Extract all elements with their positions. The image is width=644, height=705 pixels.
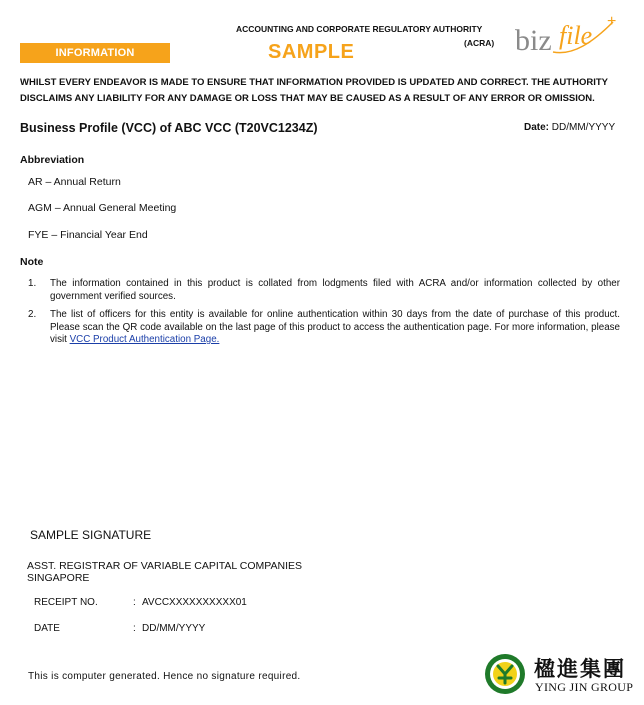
computer-generated-note: This is computer generated. Hence no signature required.	[28, 671, 301, 682]
note-item	[28, 309, 620, 347]
svg-text:file: file	[559, 21, 593, 50]
registrar-title: ASST. REGISTRAR OF VARIABLE CAPITAL COMPANIES	[27, 560, 303, 572]
bizfile-logo	[513, 12, 623, 58]
sample-watermark: SAMPLE	[268, 41, 355, 63]
receipt-colon: :	[133, 597, 136, 608]
authority-abbreviation: (ACRA)	[464, 38, 495, 48]
receipt-label: RECEIPT NO.	[34, 597, 98, 608]
abbreviation-heading: Abbreviation	[20, 154, 85, 166]
document-title: Business Profile (VCC) of ABC VCC (T20VC1234Z)	[20, 121, 318, 135]
ying-jin-seal-icon	[483, 652, 527, 696]
note-number: 1.	[28, 278, 37, 289]
signature-date-value: DD/MM/YYYY	[142, 623, 206, 634]
registrar-country: SINGAPORE	[27, 572, 90, 584]
registrar-block	[27, 560, 302, 584]
signature-date-label: DATE	[34, 623, 60, 634]
svg-text:+: +	[607, 13, 617, 30]
abbreviation-item: AR – Annual Return	[28, 176, 121, 188]
document-date	[524, 122, 615, 133]
note-number: 2.	[28, 309, 37, 320]
date-value: DD/MM/YYYY	[551, 122, 616, 133]
signature-date-colon: :	[133, 623, 136, 634]
note-list	[28, 278, 620, 353]
note-heading: Note	[20, 256, 44, 268]
authentication-page-link[interactable]: VCC Product Authentication Page.	[69, 334, 220, 345]
disclaimer-text: WHILST EVERY ENDEAVOR IS MADE TO ENSURE THAT INFORMATION PROVIDED IS UPDATED AND CORRECT. THE AUTHORITY DISCLAIMS ANY LIABILITY FOR ANY DAMAGE OR LOSS THAT MAY BE CAUSED AS A RESULT OF ANY ERROR OR OMISSION.	[20, 77, 608, 104]
sample-signature: SAMPLE SIGNATURE	[30, 528, 152, 542]
note-item	[28, 278, 620, 303]
note-text: The information contained in this product is collated from lodgments filed with ACRA and/or information collected by other government verified sources.	[50, 278, 620, 302]
svg-text:biz: biz	[515, 24, 552, 57]
abbreviation-item: AGM – Annual General Meeting	[28, 202, 177, 214]
date-label: Date:	[524, 122, 550, 133]
information-resources-tab[interactable]: INFORMATION RESOURCES	[20, 43, 170, 63]
note-text: The list of officers for this entity is available for online authentication within 30 days from the date of purchase of this product. Please scan the QR code available on the last page of this product to access the authentication page. For more information, please visit	[50, 309, 620, 345]
note-text-with-link	[50, 309, 620, 347]
brand-chinese-name: 楹進集團	[534, 656, 626, 681]
receipt-value: AVCCXXXXXXXXXX01	[142, 597, 247, 608]
authority-name: ACCOUNTING AND CORPORATE REGULATORY AUTHORITY	[236, 24, 483, 34]
abbreviation-item: FYE – Financial Year End	[28, 229, 148, 241]
brand-english-name: YING JIN GROUP	[535, 680, 634, 694]
